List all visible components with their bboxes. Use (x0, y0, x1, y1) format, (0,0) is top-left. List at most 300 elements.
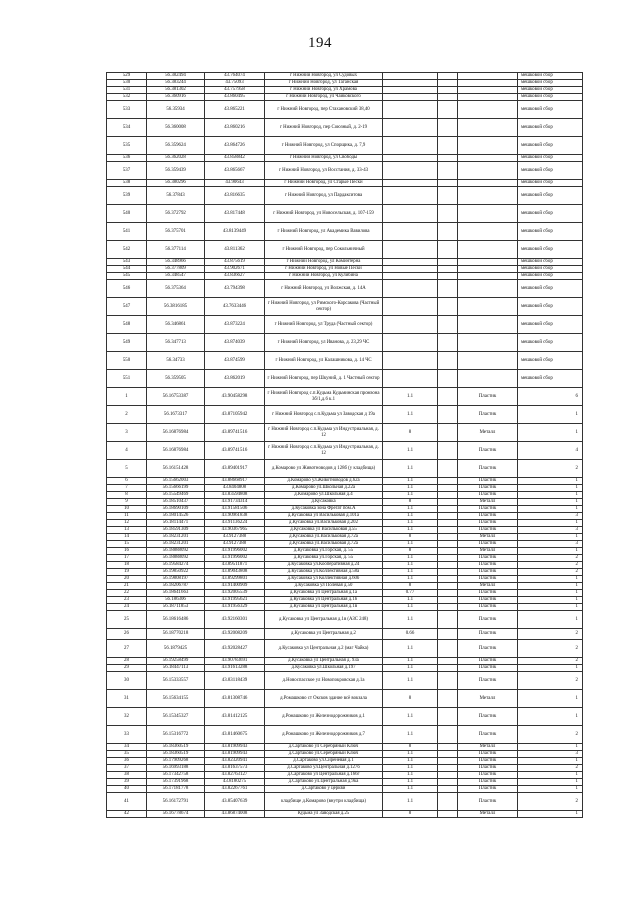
latitude-cell: 56.18888092 (147, 548, 205, 555)
collection-method-cell (518, 442, 583, 460)
container-volume-cell (383, 80, 438, 87)
address-cell: г Нижний Новгород, пер Стахановский 38,40 (265, 101, 383, 119)
container-type-cell (458, 119, 518, 137)
longitude-cell: 43.817448 (205, 205, 265, 223)
longitude-cell: 43.75093 (205, 80, 265, 87)
container-volume-cell: 1.1 (383, 406, 438, 424)
latitude-cell: 56.383244 (147, 80, 205, 87)
row-number-cell: 529 (107, 73, 147, 80)
table-row (107, 334, 583, 352)
row-number-cell: 20 (107, 576, 147, 583)
collection-method-cell (518, 665, 583, 672)
quantity-cell (438, 316, 458, 334)
row-number-cell: 4 (107, 442, 147, 460)
page-number: 194 (308, 35, 332, 51)
container-type-cell: Пластик (458, 751, 518, 758)
container-volume-cell (383, 334, 438, 352)
table-row (107, 87, 583, 94)
container-type-cell: Металл (458, 811, 518, 818)
longitude-cell: 43.9127388 (205, 534, 265, 541)
longitude-cell: 43.89741516 (205, 442, 265, 460)
container-volume-cell: 1.1 (383, 751, 438, 758)
table-row (107, 708, 583, 726)
collection-method-cell (518, 658, 583, 665)
container-type-cell (458, 316, 518, 334)
longitude-cell: 43.85407639 (205, 793, 265, 811)
container-volume-cell: 1.1 (383, 708, 438, 726)
collection-method-cell: мешковой сбор (518, 119, 583, 137)
container-type-cell (458, 205, 518, 223)
collection-method-cell (518, 520, 583, 527)
latitude-cell: 56.15549469 (147, 492, 205, 499)
quantity-cell (438, 786, 458, 793)
quantity-cell (438, 460, 458, 478)
container-type-cell: Пластик (458, 513, 518, 520)
container-volume-cell: 8 (383, 583, 438, 590)
longitude-cell: 43.858842 (205, 155, 265, 162)
table-row (107, 370, 583, 388)
latitude-cell: 56.360008 (147, 119, 205, 137)
row-number-cell: 26 (107, 629, 147, 640)
bin-count: 2 (575, 631, 578, 637)
row-number-cell: 35 (107, 751, 147, 758)
address-cell: г Нижний Новгород, пер Шкуний, д. 1 Частный сектор (265, 370, 383, 388)
quantity-cell (438, 506, 458, 513)
longitude-cell: 43.89741516 (205, 424, 265, 442)
table-row (107, 772, 583, 779)
collection-method-cell (518, 527, 583, 534)
longitude-cell: 43.90458298 (205, 388, 265, 406)
latitude-cell: 56.186306 (147, 597, 205, 604)
address-cell: д.Комарово ул.Животноводов д.62а (265, 478, 383, 485)
quantity-cell (438, 548, 458, 555)
quantity-cell (438, 352, 458, 370)
address-cell: г Нижний Новгород, ул Спорщика, д. 7,9 (265, 137, 383, 155)
address-cell: д.Кусаковка ул Центральная д.1а (265, 590, 383, 597)
row-number-cell: 18 (107, 562, 147, 569)
longitude-cell: 43.92008209 (205, 629, 265, 640)
row-number-cell: 540 (107, 205, 147, 223)
container-volume-cell: 0.66 (383, 629, 438, 640)
address-cell: г Нижний Новгород, ул Свободы (265, 155, 383, 162)
address-cell: д.Кусаковка ул Коллективная д.60б (265, 576, 383, 583)
latitude-cell: 56.18690109 (147, 506, 205, 513)
quantity-cell (438, 555, 458, 562)
address-cell: д.Сартаково ул Центральная д.166г (265, 772, 383, 779)
longitude-cell: 43.91996002 (205, 555, 265, 562)
longitude-cell: 43.82763127 (205, 772, 265, 779)
table-row (107, 316, 583, 334)
address-cell: д.Ромашково ул Железнодорожников д.1 (265, 708, 383, 726)
quantity-cell (438, 779, 458, 786)
container-volume-cell: 1.1 (383, 527, 438, 534)
latitude-cell: 56.372792 (147, 205, 205, 223)
quantity-cell (438, 772, 458, 779)
quantity-cell (438, 751, 458, 758)
row-number-cell: 544 (107, 266, 147, 273)
address-cell: г Нижний Новгород, пер Сокольничный (265, 241, 383, 259)
row-number-cell: 39 (107, 779, 147, 786)
address-cell: д.Кусаковка ул.Васильковая д.202 (265, 520, 383, 527)
bin-count: 1 (575, 772, 578, 778)
latitude-cell: 56.18014526 (147, 513, 205, 520)
quantity-cell (438, 485, 458, 492)
quantity-cell (438, 492, 458, 499)
container-volume-cell: 0.77 (383, 590, 438, 597)
collection-method-cell (518, 506, 583, 513)
longitude-cell: 43.8404808 (205, 485, 265, 492)
row-number-cell: 541 (107, 223, 147, 241)
container-type-cell: Пластик (458, 569, 518, 576)
collection-method-cell: мешковой сбор (518, 298, 583, 316)
address-cell: Кудьма ул Заводская д.25 (265, 811, 383, 818)
container-type-cell: Пластик (458, 640, 518, 658)
collection-method-cell: мешковой сбор (518, 137, 583, 155)
row-number-cell: 538 (107, 180, 147, 187)
table-row (107, 180, 583, 187)
container-type-cell: Пластик (458, 590, 518, 597)
bin-count: 3 (575, 513, 578, 519)
address-cell: д.Кусаковка ул.Васильковая д.72а (265, 534, 383, 541)
quantity-cell (438, 280, 458, 298)
collection-method-cell (518, 492, 583, 499)
latitude-cell: 56.19850922 (147, 569, 205, 576)
latitude-cell: 56.16172791 (147, 793, 205, 811)
longitude-cell: 43.874599 (205, 352, 265, 370)
row-number-cell: 28 (107, 658, 147, 665)
collection-method-cell: мешковой сбор (518, 273, 583, 280)
longitude-cell: 43.860216 (205, 119, 265, 137)
collection-method-cell: мешковой сбор (518, 316, 583, 334)
quantity-cell (438, 80, 458, 87)
longitude-cell: 43.88668917 (205, 478, 265, 485)
table-row (107, 241, 583, 259)
container-volume-cell (383, 137, 438, 155)
longitude-cell: 43.8139449 (205, 223, 265, 241)
bin-count: 2 (575, 765, 578, 771)
collection-method-cell (518, 590, 583, 597)
latitude-cell: 56.18616486 (147, 611, 205, 629)
collection-method-cell (518, 744, 583, 751)
address-cell: д.Ромашково ст Оксков здание всё вокзала (265, 690, 383, 708)
longitude-cell: 43.764074 (205, 73, 265, 80)
collection-method-cell (518, 811, 583, 818)
longitude-cell: 43.90783691 (205, 658, 265, 665)
table-row (107, 576, 583, 583)
container-volume-cell: 1.1 (383, 569, 438, 576)
quantity-cell (438, 442, 458, 460)
latitude-cell: 56.381302 (147, 87, 205, 94)
latitude-cell: 56.15666199 (147, 485, 205, 492)
address-cell: г Нижний Новгород, ул Римского-Корсакова (Частный сектор) (265, 298, 383, 316)
row-number-cell: 550 (107, 352, 147, 370)
longitude-cell: 43.81308746 (205, 690, 265, 708)
quantity-cell (438, 576, 458, 583)
address-cell: д.Кусаковка ул Васильковая д.55 (265, 527, 383, 534)
address-cell: д.Ромашково ул Железнодорожников д.7 (265, 726, 383, 744)
row-number-cell: 537 (107, 162, 147, 180)
bin-count: 3 (575, 527, 578, 533)
longitude-cell: 43.91613288 (205, 665, 265, 672)
table-row (107, 478, 583, 485)
collection-method-cell (518, 690, 583, 708)
quantity-cell (438, 765, 458, 772)
container-volume-cell: 1.1 (383, 555, 438, 562)
container-type-cell (458, 73, 518, 80)
container-volume-cell: 1.1 (383, 442, 438, 460)
latitude-cell: 56.360916 (147, 94, 205, 101)
row-number-cell: 25 (107, 611, 147, 629)
address-cell: д.Кусаковка ул Центральная д.1б (265, 597, 383, 604)
container-volume-cell (383, 155, 438, 162)
collection-method-cell (518, 672, 583, 690)
collection-method-cell (518, 541, 583, 548)
container-type-cell (458, 259, 518, 266)
table-row (107, 155, 583, 162)
container-type-cell (458, 187, 518, 205)
address-cell: г Нижний Новгород с.п.Кудьма Кудьминская промзона 3б/1,д.6 к.1 (265, 388, 383, 406)
container-type-cell: Пластик (458, 793, 518, 811)
latitude-cell: 56.34733 (147, 352, 205, 370)
row-number-cell: 7 (107, 485, 147, 492)
address-cell: г Нижний Новгород, ул Пардакситова (265, 187, 383, 205)
quantity-cell (438, 527, 458, 534)
address-cell: д.Комарово ул.Школьная д.22а (265, 485, 383, 492)
longitude-cell: 43.865221 (205, 101, 265, 119)
quantity-cell (438, 583, 458, 590)
longitude-cell: 43.8180275 (205, 779, 265, 786)
container-volume-cell: 8 (383, 811, 438, 818)
collection-method-cell (518, 548, 583, 555)
row-number-cell: 40 (107, 786, 147, 793)
row-number-cell: 32 (107, 708, 147, 726)
table-row (107, 562, 583, 569)
row-number-cell: 549 (107, 334, 147, 352)
address-cell: д.Кусаковка ул.Горская, д. 55 (265, 548, 383, 555)
address-cell: г Нижний Новгород, ул Калашникова, д. 14 ЧС (265, 352, 383, 370)
container-volume-cell (383, 316, 438, 334)
longitude-cell: 43.91734314 (205, 499, 265, 506)
collection-method-cell (518, 726, 583, 744)
container-volume-cell (383, 280, 438, 298)
address-cell: д.Кусаковка ул Центральная д.1в (265, 604, 383, 611)
longitude-cell: 43.81460675 (205, 726, 265, 744)
collection-method-cell: мешковой сбор (518, 241, 583, 259)
collection-method-cell (518, 611, 583, 629)
row-number-cell: 531 (107, 87, 147, 94)
longitude-cell: 43.90961838 (205, 513, 265, 520)
row-number-cell: 1 (107, 388, 147, 406)
row-number-cell: 21 (107, 583, 147, 590)
collection-method-cell (518, 640, 583, 658)
container-volume-cell (383, 352, 438, 370)
address-cell: д.Кусаковка ул.Горская, д. 55 (265, 555, 383, 562)
quantity-cell (438, 87, 458, 94)
longitude-cell: 43.757958 (205, 87, 265, 94)
table-row (107, 73, 583, 80)
address-cell: д.Кусаковка ул Центральная д.2 (265, 629, 383, 640)
row-number-cell: 6 (107, 478, 147, 485)
container-volume-cell (383, 187, 438, 205)
address-cell: г Нижний Новгород, ул Коминтерна (265, 259, 383, 266)
row-number-cell: 530 (107, 80, 147, 87)
table-row (107, 485, 583, 492)
address-cell: г Нижний Новгород, ул Кулибина (265, 273, 383, 280)
container-type-cell (458, 298, 518, 316)
quantity-cell (438, 370, 458, 388)
container-type-cell: Пластик (458, 658, 518, 665)
collection-method-cell: мешковой сбор (518, 162, 583, 180)
table-row (107, 786, 583, 793)
quantity-cell (438, 640, 458, 658)
container-volume-cell: 1.1 (383, 597, 438, 604)
quantity-cell (438, 520, 458, 527)
address-cell: г Нижний Новгород, ул Судовых (265, 73, 383, 80)
row-number-cell: 542 (107, 241, 147, 259)
latitude-cell: 56.15333557 (147, 672, 205, 690)
latitude-cell: 56.348966 (147, 259, 205, 266)
table-row (107, 460, 583, 478)
row-number-cell: 27 (107, 640, 147, 658)
latitude-cell: 56.16876984 (147, 424, 205, 442)
quantity-cell (438, 101, 458, 119)
latitude-cell: 56.346861 (147, 316, 205, 334)
table-row (107, 499, 583, 506)
bin-count: 1 (575, 499, 578, 505)
table-row (107, 548, 583, 555)
container-volume-cell (383, 241, 438, 259)
container-volume-cell: 1.1 (383, 672, 438, 690)
collection-method-cell: мешковой сбор (518, 101, 583, 119)
longitude-cell: 43.7633446 (205, 298, 265, 316)
latitude-cell: 56.18711853 (147, 604, 205, 611)
container-type-cell: Пластик (458, 758, 518, 765)
quantity-cell (438, 73, 458, 80)
container-type-cell: Пластик (458, 772, 518, 779)
address-cell: г Нижний Новгород, ул Новые Пески (265, 266, 383, 273)
collection-method-cell: мешковой сбор (518, 180, 583, 187)
container-type-cell (458, 94, 518, 101)
address-cell: д.Кусаковка ул.Васильковая д.72а (265, 541, 383, 548)
longitude-cell: 43.811362 (205, 241, 265, 259)
container-volume-cell (383, 259, 438, 266)
address-cell: д.Комарово ул.Школьная д.4 (265, 492, 383, 499)
table-row (107, 513, 583, 520)
bin-count: 1 (575, 478, 578, 484)
collection-method-cell: мешковой сбор (518, 370, 583, 388)
collection-method-cell (518, 708, 583, 726)
collection-method-cell (518, 576, 583, 583)
row-number-cell: 547 (107, 298, 147, 316)
row-number-cell: 24 (107, 604, 147, 611)
bin-count: 1 (575, 665, 578, 671)
row-number-cell: 41 (107, 793, 147, 811)
latitude-cell: 56.18888092 (147, 555, 205, 562)
row-number-cell: 2 (107, 406, 147, 424)
quantity-cell (438, 205, 458, 223)
longitude-cell: 43.836627 (205, 273, 265, 280)
container-volume-cell: 1.1 (383, 772, 438, 779)
container-volume-cell: 1.1 (383, 758, 438, 765)
longitude-cell: 43.91956329 (205, 604, 265, 611)
container-volume-cell: 1.1 (383, 658, 438, 665)
quantity-cell (438, 629, 458, 640)
quantity-cell (438, 811, 458, 818)
collection-method-cell: мешковой сбор (518, 73, 583, 80)
bin-count: 2 (575, 562, 578, 568)
container-volume-cell: 1.1 (383, 388, 438, 406)
latitude-cell: 56.18447113 (147, 665, 205, 672)
container-volume-cell: 8 (383, 744, 438, 751)
container-type-cell (458, 352, 518, 370)
longitude-cell: 43.90643 (205, 180, 265, 187)
bin-count: 1 (575, 786, 578, 792)
row-number-cell: 8 (107, 492, 147, 499)
container-type-cell: Металл (458, 499, 518, 506)
table-row (107, 442, 583, 460)
quantity-cell (438, 273, 458, 280)
bin-count: 1 (575, 520, 578, 526)
table-row (107, 406, 583, 424)
longitude-cell: 43.83594808 (205, 492, 265, 499)
collection-method-cell (518, 604, 583, 611)
longitude-cell: 43.81412125 (205, 708, 265, 726)
longitude-cell: 43.91996002 (205, 548, 265, 555)
container-volume-cell: 1.1 (383, 541, 438, 548)
table-row (107, 793, 583, 811)
container-volume-cell: 8 (383, 499, 438, 506)
table-row (107, 424, 583, 442)
table-row (107, 520, 583, 527)
latitude-cell: 56.18591309 (147, 527, 205, 534)
address-cell: д.Кусаковка ул.Коллективная д.58а (265, 569, 383, 576)
table-row (107, 726, 583, 744)
quantity-cell (438, 223, 458, 241)
collection-method-cell (518, 772, 583, 779)
bin-count: 6 (575, 393, 578, 399)
latitude-cell: 56.18510437 (147, 499, 205, 506)
container-volume-cell: 1.1 (383, 576, 438, 583)
collection-method-cell (518, 499, 583, 506)
container-volume-cell: 1.1 (383, 604, 438, 611)
row-number-cell: 42 (107, 811, 147, 818)
bin-count: 1 (575, 616, 578, 622)
collection-method-cell (518, 758, 583, 765)
collection-method-cell (518, 583, 583, 590)
collection-method-cell: мешковой сбор (518, 87, 583, 94)
container-type-cell: Пластик (458, 672, 518, 690)
container-volume-cell (383, 223, 438, 241)
container-volume-cell (383, 180, 438, 187)
longitude-cell: 43.862019 (205, 370, 265, 388)
collection-method-cell (518, 406, 583, 424)
quantity-cell (438, 726, 458, 744)
longitude-cell: 43.87105942 (205, 406, 265, 424)
longitude-cell: 43.873224 (205, 316, 265, 334)
container-type-cell (458, 101, 518, 119)
quantity-cell (438, 672, 458, 690)
container-volume-cell (383, 370, 438, 388)
latitude-cell: 56.3816185 (147, 298, 205, 316)
bin-count: 3 (575, 541, 578, 547)
container-type-cell (458, 266, 518, 273)
table-row (107, 744, 583, 751)
latitude-cell: 56.359505 (147, 370, 205, 388)
longitude-cell: 43.89299801 (205, 576, 265, 583)
row-number-cell: 34 (107, 744, 147, 751)
container-type-cell (458, 87, 518, 94)
quantity-cell (438, 94, 458, 101)
